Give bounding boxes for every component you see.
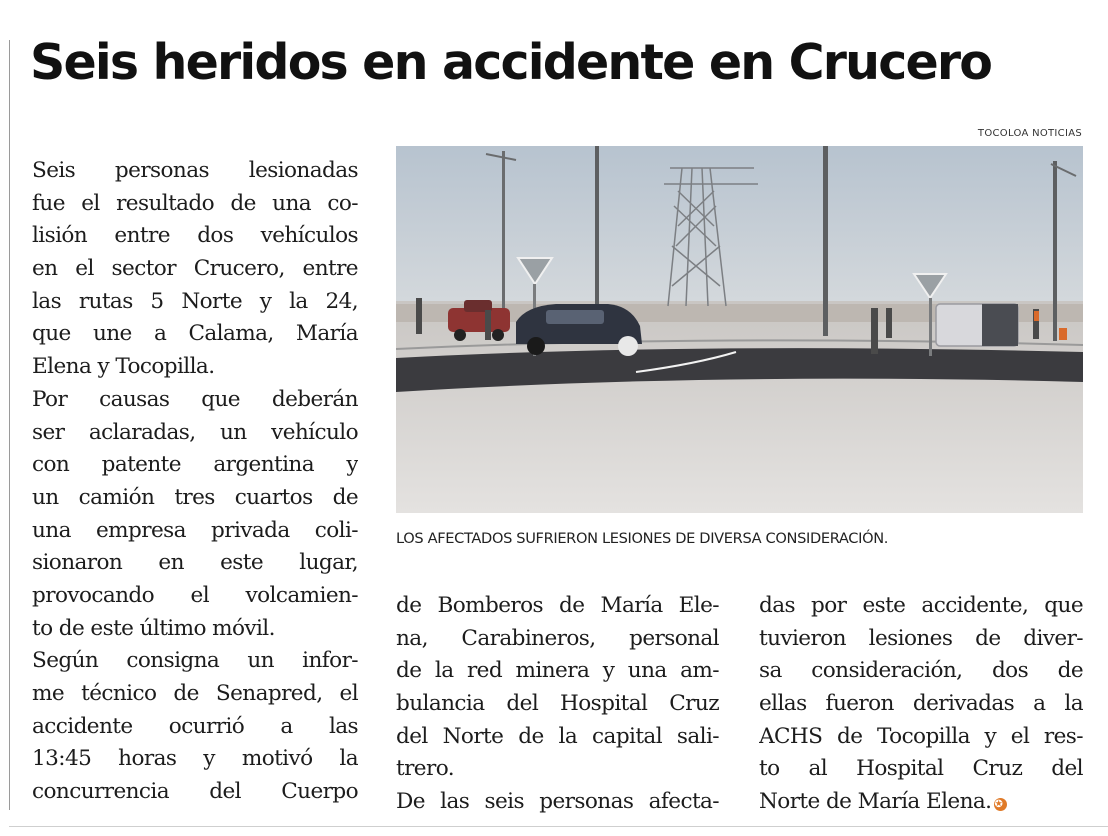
photo-credit: TOCOLOA NOTICIAS: [977, 128, 1082, 139]
body-line: provocando el volcamien-: [32, 582, 358, 608]
left-column-rule: [9, 40, 10, 810]
body-line: sionaron en este lugar,: [32, 550, 358, 576]
body-line-final: [759, 786, 1083, 819]
body-line: to de este último móvil.: [32, 615, 275, 641]
body-line: to al Hospital Cruz del: [759, 756, 1083, 782]
accident-scene-image: [396, 146, 1083, 513]
body-line: me técnico de Senapred, el: [32, 681, 358, 706]
body-line: una empresa privada coli-: [32, 517, 358, 543]
body-line: ellas fueron derivadas a la: [759, 691, 1083, 717]
body-line: en el sector Crucero, entre: [32, 256, 358, 282]
body-line: na, Carabineros, personal: [396, 625, 719, 651]
article-column-3: [759, 590, 1083, 819]
body-line: sa consideración, dos de: [759, 658, 1083, 684]
body-line: bulancia del Hospital Cruz: [396, 691, 719, 717]
body-line: tuvieron lesiones de diver-: [759, 625, 1083, 651]
body-line: Según consigna un infor-: [32, 648, 358, 674]
body-line: De las seis personas afecta-: [396, 789, 719, 815]
newspaper-end-mark-icon: ✪: [994, 798, 1007, 811]
body-line: del Norte de la capital sali-: [396, 723, 719, 749]
body-line: fue el resultado de una co-: [32, 190, 358, 216]
body-line: un camión tres cuartos de: [32, 484, 358, 510]
headline: Seis heridos en accidente en Crucero: [30, 34, 992, 91]
article-column-1: [32, 155, 358, 809]
body-line: ser aclaradas, un vehículo: [32, 419, 358, 445]
body-line: 13:45 horas y motivó la: [32, 746, 358, 772]
body-line-text: Norte de María Elena.: [759, 789, 992, 815]
bottom-rule: [9, 826, 1108, 827]
body-line: accidente ocurrió a las: [32, 713, 358, 739]
body-line: ACHS de Tocopilla y el res-: [759, 723, 1083, 749]
body-line: concurrencia del Cuerpo: [32, 779, 358, 805]
body-line: con patente argentina y: [32, 452, 358, 478]
body-line: das por este accidente, que: [759, 593, 1083, 618]
body-line: Elena y Tocopilla.: [32, 354, 215, 380]
accident-photo: [396, 146, 1083, 513]
body-line: trero.: [396, 756, 454, 782]
body-line: Por causas que deberán: [32, 386, 358, 412]
body-line: Seis personas lesionadas: [32, 158, 358, 183]
photo-caption: LOS AFECTADOS SUFRIERON LESIONES DE DIVERSA CONSIDERACIÓN.: [396, 530, 889, 547]
body-line: de Bomberos de María Ele-: [396, 593, 719, 618]
body-line: lisión entre dos vehículos: [32, 223, 358, 249]
body-line: que une a Calama, María: [32, 321, 358, 347]
body-line: las rutas 5 Norte y la 24,: [32, 288, 358, 314]
article-column-2: [396, 590, 719, 819]
body-line: de la red minera y una am-: [396, 658, 719, 684]
